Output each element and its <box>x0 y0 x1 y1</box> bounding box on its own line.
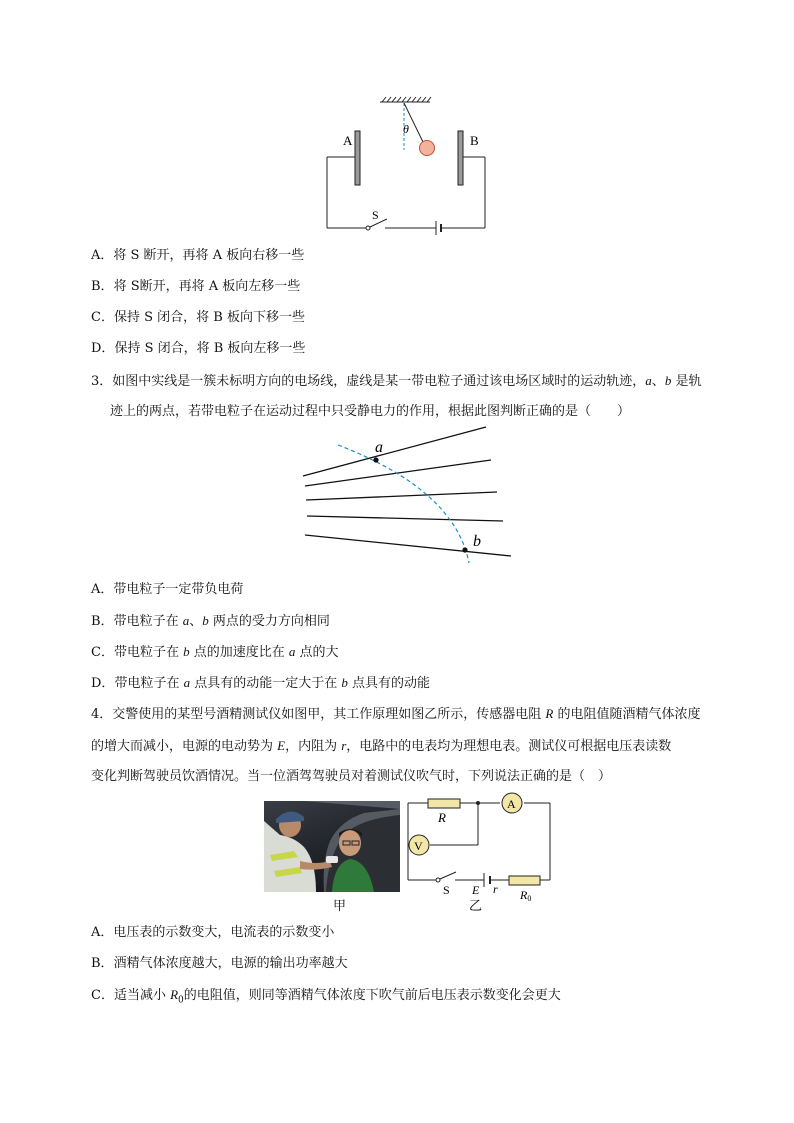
q4-option-b: B．酒精气体浓度越大，电源的输出功率越大 <box>91 956 348 971</box>
q3-option-b: B．带电粒子在 a、b 两点的受力方向相同 <box>91 613 330 629</box>
q3-option-a: A．带电粒子一定带负电荷 <box>91 582 244 597</box>
q2-option-a: A．将 S 断开，再将 A 板向右移一些 <box>91 248 305 263</box>
q3-stem-line-2: 迹上的两点，若带电粒子在运动过程中只受静电力的作用，根据此图判断正确的是（ ） <box>110 404 631 419</box>
resistor-r0-label: R0 <box>520 888 532 903</box>
q3-stem-line-1: 3．如图中实线是一簇未标明方向的电场线，虚线是某一带电粒子通过该电场区域时的运动轨迹，a、b 是轨 <box>91 373 702 389</box>
theta-label: θ <box>403 122 409 136</box>
circuit-caption: 乙 <box>469 898 483 913</box>
switch-s-label: S <box>443 883 450 897</box>
q4-circuit-wires <box>408 803 550 880</box>
q4-option-a: A．电压表的示数变大，电流表的示数变小 <box>91 925 335 940</box>
q4-battery <box>484 873 490 887</box>
point-b-label: b <box>473 533 481 550</box>
q2-option-b: B．将 S断开，再将 A 板向左移一些 <box>91 279 301 294</box>
resistor-r <box>428 799 460 808</box>
q3-number: 3． <box>91 374 113 389</box>
q4-stem-line-1: 4．交警使用的某型号酒精测试仪如图甲，其工作原理如图乙所示，传感器电阻 R 的电阻值随酒精气体浓度 <box>91 706 701 722</box>
emf-e-label: E <box>472 883 480 897</box>
plate-a-label: A <box>343 133 353 148</box>
junction-dot <box>476 801 480 805</box>
q4-stem-line-2: 的增大而减小，电源的电动势为 E，内阻为 r，电路中的电表均为理想电表。测试仪可根据电压表读数 <box>91 738 672 754</box>
q4-number: 4． <box>91 707 113 722</box>
q4-switch-s <box>436 872 456 882</box>
point-a-label: a <box>375 439 383 456</box>
voltmeter-label: V <box>414 839 423 853</box>
resistor-r-label: R <box>438 810 446 825</box>
plate-b-label: B <box>470 133 479 148</box>
q4-stem-line-3: 变化判断驾驶员饮酒情况。当一位酒驾驾驶员对着测试仪吹气时，下列说法正确的是（ ） <box>91 769 612 784</box>
q4-option-c: C．适当减小 $R_0$的电阻值，则同等酒精气体浓度下吹气前后电压表示数变化会更大 <box>91 987 561 1006</box>
q3-option-d: D．带电粒子在 a 点具有的动能一定大于在 b 点具有的动能 <box>91 675 430 691</box>
photo-caption: 甲 <box>333 898 347 913</box>
resistor-r0 <box>509 876 540 885</box>
q3-option-c: C．带电粒子在 b 点的加速度比在 a 点的大 <box>91 644 339 660</box>
q2-option-d: D．保持 S 闭合，将 B 板向左移一些 <box>91 341 306 356</box>
internal-r-label: r <box>493 882 498 896</box>
q2-option-c: C．保持 S 闭合，将 B 板向下移一些 <box>91 310 305 325</box>
ammeter-label: A <box>507 797 516 811</box>
switch-s-label: S <box>372 208 379 222</box>
